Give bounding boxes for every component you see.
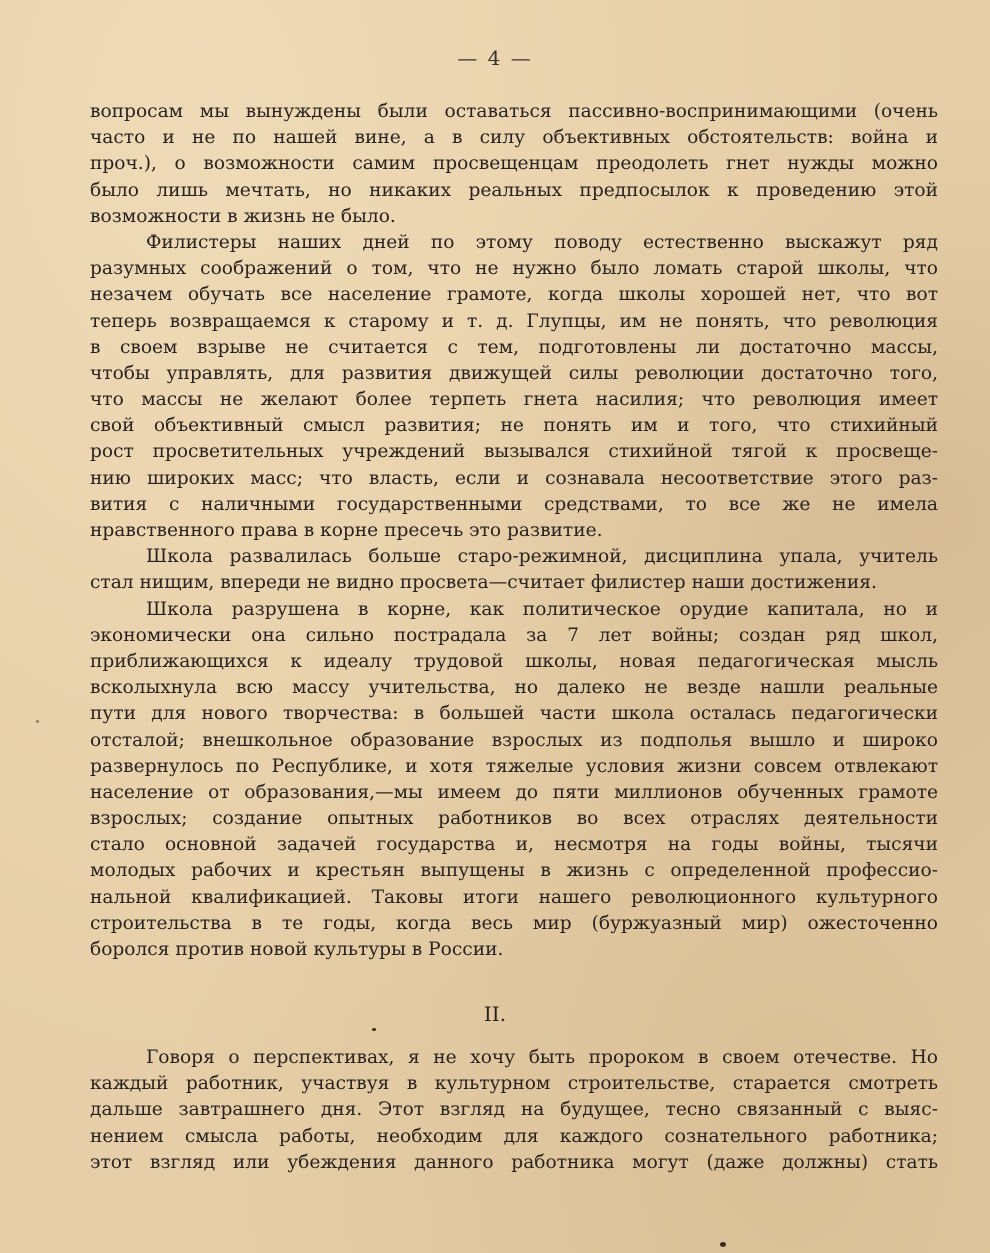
text-line: теперь возвращаемся к старому и т. д. Глупцы, им не понять, что революция	[90, 310, 938, 332]
text-line: взрослых; создание опытных работников во всех отраслях деятельности	[90, 808, 938, 830]
text-line: возможности в жизнь не было.	[90, 205, 396, 227]
text-line: проч.), о возможности самим просвещенцам преодолеть гнет нужды можно	[90, 153, 938, 175]
paper-speck	[720, 1242, 726, 1247]
text-line: население от образования,—мы имеем до пяти миллионов обученных грамоте	[90, 781, 938, 803]
text-line: всколыхнула всю массу учительства, но далеко не везде нашли реальные	[90, 677, 938, 699]
paper-speck	[372, 1028, 376, 1031]
text-line: молодых рабочих и крестьян выпущены в жизнь с определенной профессио-	[90, 860, 938, 882]
text-line: свой объективный смысл развития; не понять им и того, что стихийный	[90, 415, 938, 437]
text-line: развернулось по Республике, и хотя тяжелые условия жизни совсем отвлекают	[90, 755, 938, 777]
text-line: вития с наличными государственными средствами, то все же не имела	[90, 493, 938, 515]
text-line: Филистеры наших дней по этому поводу естественно выскажут ряд	[146, 231, 938, 253]
text-line: строительства в те годы, когда весь мир (буржуазный мир) ожесточенно	[90, 912, 938, 934]
section-heading: II.	[483, 1002, 507, 1026]
text-line: Школа разрушена в корне, как политическое орудие капитала, но и	[146, 598, 938, 620]
text-line: нию широких масс; что власть, если и сознавала несоответствие этого раз-	[90, 467, 938, 489]
paper-speck	[36, 720, 39, 723]
text-line: Школа развалилась больше старо-режимной, дисциплина упала, учитель	[146, 546, 938, 568]
page-number: — 4 —	[457, 46, 533, 70]
text-line: стал нищим, впереди не видно просвета—считает филистер наши достижения.	[90, 572, 877, 594]
text-line: что массы не желают более терпеть гнета насилия; что революция имеет	[90, 389, 938, 411]
text-line: отсталой; внешкольное образование взрослых из подполья вышло и широко	[90, 729, 938, 751]
text-line: приближающихся к идеалу трудовой школы, новая педагогическая мысль	[90, 650, 938, 672]
text-line: этот взгляд или убеждения данного работника могут (даже должны) стать	[90, 1151, 938, 1173]
text-line: каждый работник, участвуя в культурном строительстве, старается смотреть	[90, 1073, 938, 1095]
text-line: пути для нового творчества: в большей части школа осталась педагогически	[90, 703, 938, 725]
text-line: вопросам мы вынуждены были оставаться пассивно-воспринимающими (очень	[90, 101, 938, 122]
text-line: нальной квалификацией. Таковы итоги нашего революционного культурного	[90, 886, 938, 908]
text-line: дальше завтрашнего дня. Этот взгляд на будущее, тесно связанный с выяс-	[90, 1099, 938, 1121]
text-line: Говоря о перспективах, я не хочу быть пророком в своем отечестве. Но	[146, 1047, 938, 1068]
text-line: боролся против новой культуры в России.	[90, 939, 504, 960]
text-line: рост просветительных учреждений вызывался стихийной тягой к просвеще-	[90, 441, 938, 463]
text-line: в своем взрыве не считается с тем, подготовлены ли достаточно массы,	[90, 336, 938, 358]
body-text-block-2	[90, 1045, 938, 1176]
text-line: стало основной задачей государства и, несмотря на годы войны, тысячи	[90, 834, 938, 856]
text-line: незачем обучать все население грамоте, когда школы хорошей нет, что вот	[90, 284, 938, 306]
text-line: было лишь мечтать, но никаких реальных предпосылок к проведению этой	[90, 179, 938, 201]
body-text-block-1	[90, 99, 938, 963]
text-line: чтобы управлять, для развития движущей силы революции достаточно того,	[90, 362, 938, 384]
text-line: часто и не по нашей вине, а в силу объективных обстоятельств: война и	[90, 127, 938, 149]
text-line: нравственного права в корне пресечь это развитие.	[90, 520, 603, 541]
text-line: экономически она сильно пострадала за 7 лет войны; создан ряд школ,	[90, 624, 938, 646]
text-line: нением смысла работы, необходим для каждого сознательного работника;	[90, 1125, 938, 1147]
text-line: разумных соображений о том, что не нужно было ломать старой школы, что	[90, 258, 938, 280]
